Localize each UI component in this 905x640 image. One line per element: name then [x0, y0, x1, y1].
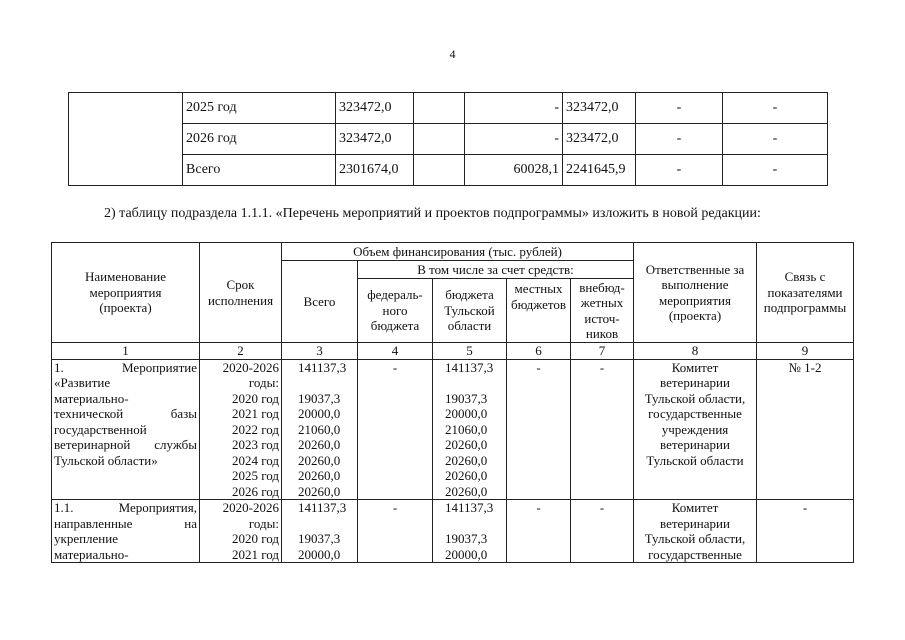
responsible-line: ветеринарии [660, 375, 730, 390]
local-cell [507, 359, 571, 500]
name-word: базы [170, 406, 197, 421]
regional-line [445, 375, 504, 391]
total-line [298, 516, 355, 532]
header-line: мероприятия [89, 284, 162, 300]
top-cell-total: 2301674,0 [336, 155, 414, 186]
term-line: 2020 год [232, 390, 279, 406]
responsible-cell [634, 500, 757, 563]
extra-value: - [599, 500, 605, 515]
top-table-row [69, 155, 828, 186]
term-line: 2022 год [232, 421, 279, 437]
term-cell [200, 359, 282, 500]
total-line: 21060,0 [298, 421, 341, 437]
regional-line: 20260,0 [445, 437, 488, 452]
header-regional-text [433, 287, 506, 334]
link-value: - [802, 500, 808, 515]
header-line: мероприятия [658, 292, 731, 308]
total-line: 20000,0 [298, 546, 341, 562]
regional-line: 20000,0 [445, 546, 488, 562]
federal-value: - [392, 359, 398, 375]
column-number: 8 [634, 343, 757, 360]
total-cell [282, 359, 358, 500]
top-cell-year: 2025 год [183, 93, 336, 124]
total-line: 19037,3 [298, 531, 341, 546]
responsible-line: Тульской области [646, 452, 744, 468]
top-cell-extra: - [723, 124, 828, 155]
total-line: 20260,0 [298, 437, 341, 452]
name-word: «Развитие [54, 375, 111, 390]
header-line: Срок [226, 277, 255, 292]
column-number: 5 [433, 343, 507, 360]
name-line [54, 516, 197, 532]
extra-cell [571, 500, 634, 563]
header-line: ников [585, 326, 619, 341]
top-cell-total: 323472,0 [336, 93, 414, 124]
top-cell-total: 323472,0 [336, 124, 414, 155]
header-line: бюджета [445, 287, 494, 303]
top-cell-regional: - [465, 93, 563, 124]
header-line: (проекта) [99, 300, 152, 316]
top-cell-federal [414, 124, 465, 155]
total-line: 20000,0 [298, 406, 341, 421]
top-cell-year: 2026 год [183, 124, 336, 155]
regional-line: 20260,0 [445, 468, 488, 483]
extra-cell [571, 359, 634, 500]
name-word: материально- [54, 546, 129, 562]
term-line: 2024 год [232, 452, 279, 468]
header-line: внебюд- [579, 279, 625, 295]
responsible-lines [634, 360, 756, 469]
name-word: Мероприятие [122, 359, 197, 375]
name-line [54, 391, 197, 407]
column-number-row [52, 343, 854, 360]
header-line: ного [382, 302, 408, 318]
header-line: федераль- [367, 287, 423, 303]
header-extra-text [571, 280, 633, 342]
name-line [54, 547, 197, 563]
regional-line: 21060,0 [445, 421, 488, 437]
header-line: источ- [584, 310, 620, 326]
header-line: Тульской [444, 302, 495, 318]
extra-value: - [599, 359, 605, 375]
responsible-line: Тульской области, [644, 531, 746, 546]
top-cell-federal [414, 93, 465, 124]
regional-lines [433, 360, 506, 500]
header-line: местных [514, 281, 563, 296]
federal-cell [358, 359, 433, 500]
responsible-line: учреждения [661, 421, 729, 437]
term-lines [200, 360, 281, 500]
header-regional [433, 279, 507, 343]
total-cell [282, 500, 358, 563]
responsible-line: государственные [648, 546, 742, 562]
header-name [52, 243, 200, 343]
top-cell-regional: - [465, 124, 563, 155]
header-local-text [507, 281, 570, 312]
header-line: (проекта) [668, 308, 722, 323]
column-number: 4 [358, 343, 433, 360]
activity-name [52, 500, 199, 562]
name-word: 1.1. [54, 500, 74, 515]
local-cell [507, 500, 571, 563]
name-word: государственной [54, 421, 147, 437]
term-line: 2021 год [232, 546, 279, 562]
total-line: 20260,0 [298, 452, 341, 468]
activity-name [52, 360, 199, 469]
total-lines [282, 500, 357, 562]
name-word: на [184, 515, 197, 531]
column-number: 7 [571, 343, 634, 360]
header-line: исполнения [207, 292, 274, 308]
top-cell-extra: - [723, 93, 828, 124]
link-cell [757, 500, 854, 563]
name-word: технической [54, 406, 124, 421]
term-cell [200, 500, 282, 563]
regional-cell [433, 359, 507, 500]
term-line: годы: [248, 515, 279, 531]
regional-line: 141137,3 [445, 500, 494, 515]
header-line: показателями [767, 284, 843, 300]
header-line: бюджета [370, 318, 420, 334]
header-line: Связь с [784, 269, 826, 285]
header-term [200, 243, 282, 343]
term-line: 2021 год [232, 406, 279, 421]
local-value: - [536, 359, 541, 375]
regional-line: 20260,0 [445, 452, 488, 468]
regional-line: 19037,3 [445, 390, 488, 406]
term-line: 2020-2026 [222, 359, 279, 375]
name-word: направленные [54, 515, 133, 531]
total-line: 19037,3 [298, 390, 341, 406]
top-cell-regional: 60028,1 [465, 155, 563, 186]
name-word: Тульской области» [54, 452, 158, 468]
column-number: 3 [282, 343, 358, 360]
top-cell-extra: - [723, 155, 828, 186]
name-word: 1. [54, 359, 64, 375]
header-including: В том числе за счет средств: [358, 261, 634, 279]
term-line: 2020-2026 [222, 500, 279, 515]
header-local [507, 279, 571, 343]
header-line: Наименование [85, 269, 166, 285]
top-cell-local_budgets: - [636, 155, 723, 186]
activities-table [51, 242, 854, 563]
name-line [54, 375, 197, 391]
term-line: 2026 год [232, 483, 279, 499]
top-table-row [69, 93, 828, 124]
regional-line: 20260,0 [445, 483, 488, 499]
column-number: 1 [52, 343, 200, 360]
header-federal-text [358, 287, 432, 334]
header-federal [358, 279, 433, 343]
responsible-line: ветеринарии [660, 515, 730, 531]
total-line [298, 375, 355, 391]
total-line: 20260,0 [298, 483, 341, 499]
header-financing: Объем финансирования (тыс. рублей) [282, 243, 634, 261]
responsible-line: государственные [648, 406, 742, 421]
funding-summary-table [68, 92, 828, 186]
column-number: 2 [200, 343, 282, 360]
activity-name-cell [52, 500, 200, 563]
column-number: 6 [507, 343, 571, 360]
regional-line [445, 516, 504, 532]
term-line: годы: [248, 375, 279, 390]
amendment-paragraph: 2) таблицу подраздела 1.1.1. «Перечень мероприятий и проектов подпрограммы» изложить в новой редакции: [104, 206, 761, 221]
name-word: материально- [54, 390, 129, 406]
name-line [54, 453, 197, 469]
name-line [54, 406, 197, 422]
header-name-text [52, 269, 199, 316]
header-line: области [447, 318, 492, 334]
top-cell-local: 323472,0 [563, 93, 636, 124]
name-line [54, 437, 197, 453]
header-responsible-text [634, 262, 756, 324]
total-lines [282, 360, 357, 500]
responsible-line: Тульской области, [644, 390, 746, 406]
responsible-cell [634, 359, 757, 500]
term-line: 2023 год [232, 437, 279, 452]
total-line: 141137,3 [298, 359, 347, 375]
top-cell-local_budgets: - [636, 124, 723, 155]
regional-cell [433, 500, 507, 563]
responsible-lines [634, 500, 756, 562]
top-cell-federal [414, 155, 465, 186]
header-responsible [634, 243, 757, 343]
name-line [54, 531, 197, 547]
header-link [757, 243, 854, 343]
local-value: - [536, 500, 541, 515]
responsible-line: Комитет [671, 359, 719, 375]
activity-name-cell [52, 359, 200, 500]
header-total: Всего [282, 261, 358, 343]
term-lines [200, 500, 281, 562]
header-line: выполнение [661, 277, 729, 292]
name-word: ветеринарной [54, 437, 131, 452]
page-number: 4 [449, 47, 456, 61]
header-line: жетных [580, 295, 624, 310]
responsible-line: Комитет [671, 500, 719, 515]
name-word: Мероприятия, [118, 500, 197, 515]
name-line [54, 422, 197, 438]
name-word: службы [154, 437, 197, 452]
link-value: № 1-2 [788, 359, 822, 375]
top-cell-local: 323472,0 [563, 124, 636, 155]
header-line: Ответственные за [645, 261, 745, 277]
federal-value: - [392, 500, 398, 515]
activity-row [52, 359, 854, 500]
regional-line: 20000,0 [445, 406, 488, 421]
regional-line: 19037,3 [445, 531, 488, 546]
top-table-row [69, 124, 828, 155]
header-line: подпрограммы [763, 300, 847, 316]
federal-cell [358, 500, 433, 563]
column-number: 9 [757, 343, 854, 360]
name-line [54, 360, 197, 376]
top-cell-local: 2241645,9 [563, 155, 636, 186]
top-cell-local_budgets: - [636, 93, 723, 124]
activity-row [52, 500, 854, 563]
header-link-text [757, 269, 853, 316]
name-word: укрепление [54, 531, 118, 546]
total-line: 20260,0 [298, 468, 341, 483]
header-extra [571, 279, 634, 343]
term-line: 2020 год [232, 531, 279, 546]
header-term-text [200, 277, 281, 308]
responsible-line: ветеринарии [660, 437, 730, 452]
top-table-blank-cell [69, 93, 183, 186]
name-line [54, 500, 197, 516]
link-cell [757, 359, 854, 500]
regional-lines [433, 500, 506, 562]
term-line: 2025 год [232, 468, 279, 483]
regional-line: 141137,3 [445, 359, 494, 375]
total-line: 141137,3 [298, 500, 347, 515]
header-line: бюджетов [510, 296, 566, 312]
top-cell-year: Всего [183, 155, 336, 186]
